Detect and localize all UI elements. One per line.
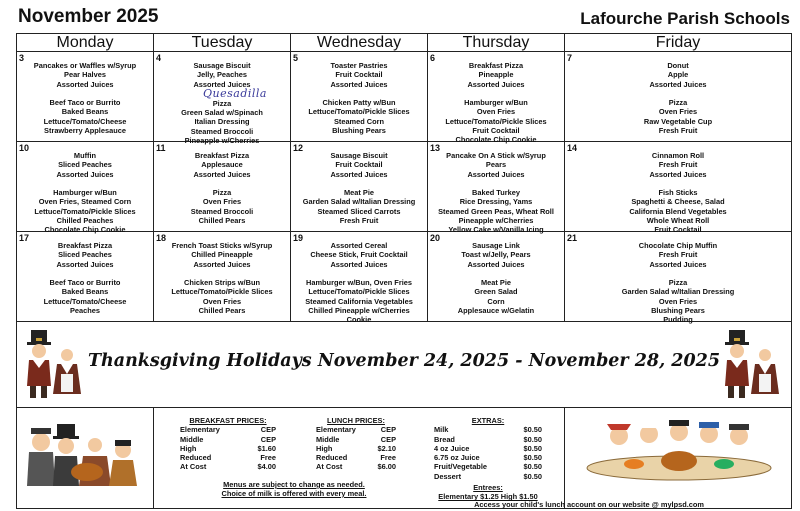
price-value: $2.10 <box>377 443 396 453</box>
menu-item: Breakfast Pizza <box>468 61 524 70</box>
price-label: Elementary <box>316 425 356 435</box>
price-label: Middle <box>316 434 340 444</box>
menu-item: Cinnamon Roll <box>651 151 705 160</box>
extras-title: EXTRAS: <box>471 416 505 425</box>
date-number: 6 <box>430 53 436 63</box>
day-header-monday: Monday <box>17 34 154 52</box>
feast-illustration-cell <box>565 408 792 509</box>
breakfast-prices-title: BREAKFAST PRICES: <box>189 416 267 425</box>
menu-item: Pizza <box>212 98 232 108</box>
menu-item: Steamed Sliced Carrots <box>317 206 401 216</box>
date-number: 17 <box>19 233 30 243</box>
price-label: Reduced <box>180 453 212 463</box>
lunch-price-row <box>316 462 396 471</box>
menu-item: Spaghetti & Cheese, Salad <box>631 197 725 207</box>
extra-price-row <box>434 425 542 434</box>
menu-item: Steamed California Vegetables <box>305 296 413 306</box>
menu-item: Chilled Pears <box>198 216 246 226</box>
entrees-title: Entrees: <box>473 483 503 493</box>
menu-item: Fresh Fruit <box>658 250 698 260</box>
menu-item: Baked Beans <box>61 287 109 297</box>
price-value: $0.50 <box>523 462 542 472</box>
menu-item: Pear Halves <box>64 70 106 80</box>
date-number: 3 <box>19 53 25 63</box>
price-label: Dessert <box>434 471 462 481</box>
menu-spacer <box>17 179 153 188</box>
price-value: Free <box>380 453 396 463</box>
menu-item: Fruit Cocktail <box>472 126 520 136</box>
menu-item: Garden Salad w/Italian Dressing <box>302 197 416 207</box>
date-number: 5 <box>293 53 299 63</box>
account-website-footer: Access your child's lunch account on our website @ mylpsd.com <box>474 500 704 509</box>
date-number: 11 <box>156 143 166 153</box>
menu-item: Cookie <box>346 315 372 325</box>
extra-price-row <box>434 462 542 471</box>
thanksgiving-banner <box>17 322 792 408</box>
day-cell-wednesday <box>291 52 428 142</box>
menu-item: Strawberry Applesauce <box>44 126 126 136</box>
menu-item: Whole Wheat Roll <box>646 216 710 226</box>
date-number: 19 <box>293 233 304 243</box>
menu-spacer <box>17 89 153 98</box>
date-number: 21 <box>567 233 578 243</box>
breakfast-price-row <box>180 435 276 444</box>
menu-item: Assorted Cereal <box>330 241 388 250</box>
menu-item: Assorted Juices <box>330 259 388 269</box>
menu-spacer <box>17 269 153 278</box>
menu-item: Breakfast Pizza <box>57 241 113 250</box>
lunch-prices-title: LUNCH PRICES: <box>327 416 385 425</box>
menu-item: Meat Pie <box>481 278 511 288</box>
menu-item: Assorted Juices <box>330 79 388 89</box>
menu-item: Assorted Juices <box>193 79 251 89</box>
menu-item: Blushing Pears <box>332 126 386 136</box>
lunch-price-row <box>316 435 396 444</box>
menu-item: Oven Fries, Steamed Corn <box>38 197 132 207</box>
menu-item: Oven Fries <box>658 107 698 117</box>
menu-spacer <box>291 89 427 98</box>
menu-item: Steamed Corn <box>333 116 385 126</box>
day-cell-friday <box>565 232 792 325</box>
menu-item: Garden Salad w/Italian Dressing <box>621 287 735 297</box>
menu-item: Apple <box>667 70 689 80</box>
menu-item: Green Salad <box>474 287 518 297</box>
menu-spacer <box>565 269 791 278</box>
price-label: Fruit/Vegetable <box>434 462 487 472</box>
menu-item: Chocolate Chip Cookie <box>455 135 537 145</box>
menu-item: Assorted Juices <box>467 79 525 89</box>
menu-item: Oven Fries <box>658 296 698 306</box>
date-number: 18 <box>156 233 167 243</box>
menu-spacer <box>154 269 290 278</box>
menu-item: Donut <box>667 61 689 70</box>
menu-spacer <box>428 89 564 98</box>
day-cell-friday <box>565 52 792 142</box>
menu-item: Fresh Fruit <box>658 160 698 170</box>
menu-item: Pineapple w/Cherries <box>458 216 534 226</box>
menu-item: Pizza <box>668 98 688 108</box>
menu-item: Oven Fries <box>202 197 242 207</box>
price-value: $0.50 <box>523 443 542 453</box>
menu-change-note: Menus are subject to change as needed. <box>223 480 365 489</box>
menu-item: Chicken Patty w/Bun <box>322 98 396 108</box>
menu-spacer <box>428 179 564 188</box>
breakfast-price-row <box>180 462 276 471</box>
extra-price-row <box>434 453 542 462</box>
menu-item: Lettuce/Tomato/Cheese <box>43 116 127 126</box>
menu-item: Steamed Broccoli <box>190 126 254 136</box>
menu-item: Jelly, Peaches <box>197 70 247 80</box>
day-cell-wednesday <box>291 232 428 325</box>
menu-item: Assorted Juices <box>56 79 114 89</box>
thanksgiving-holiday-text: Thanksgiving Holidays November 24, 2025 - November 28, 2025 <box>87 351 720 371</box>
date-number: 20 <box>430 233 441 243</box>
date-number: 7 <box>567 53 573 63</box>
pilgrim-family-icon <box>23 420 147 490</box>
breakfast-price-row <box>180 453 276 462</box>
menu-item: Baked Turkey <box>472 188 520 198</box>
menu-item: Breakfast Pizza <box>194 151 250 160</box>
week-row <box>17 232 792 322</box>
day-header-friday: Friday <box>565 34 792 52</box>
menu-spacer <box>291 179 427 188</box>
extra-price-row <box>434 472 542 481</box>
price-label: High <box>316 443 333 453</box>
date-number: 4 <box>156 53 162 63</box>
menu-item: Assorted Juices <box>649 259 707 269</box>
menu-item: California Blend Vegetables <box>629 206 727 216</box>
menu-item: Fruit Cocktail <box>335 70 383 80</box>
menu-item: Hamburger w/Bun, Oven Fries <box>306 278 412 288</box>
menu-item: Assorted Juices <box>193 259 251 269</box>
menu-spacer <box>565 179 791 188</box>
thanksgiving-feast-icon <box>579 416 779 490</box>
extra-price-row <box>434 444 542 453</box>
menu-item: Fresh Fruit <box>339 216 379 226</box>
menu-item: Chicken Strips w/Bun <box>184 278 260 288</box>
lunch-price-row <box>316 425 396 434</box>
menu-item: Corn <box>487 296 505 306</box>
day-cell-thursday <box>428 52 565 145</box>
menu-item: Chilled Peaches <box>56 216 114 226</box>
menu-calendar <box>16 33 792 509</box>
day-header-thursday: Thursday <box>428 34 565 52</box>
menu-item: Pizza <box>668 278 688 288</box>
breakfast-prices-table <box>180 416 276 472</box>
price-value: $0.50 <box>523 453 542 463</box>
price-label: Reduced <box>316 453 348 463</box>
price-label: 6.75 oz Juice <box>434 453 480 463</box>
menu-item: Fruit Cocktail <box>335 160 383 170</box>
breakfast-price-row <box>180 425 276 434</box>
price-value: $4.00 <box>257 462 276 472</box>
menu-spacer <box>291 269 427 278</box>
price-value: Free <box>260 453 276 463</box>
menu-item: Beef Taco or Burrito <box>49 278 121 288</box>
day-cell-tuesday <box>154 142 291 232</box>
menu-item: Hamburger w/Bun <box>53 188 117 198</box>
pilgrim-family-illustration-cell <box>17 408 154 509</box>
day-header-tuesday: Tuesday <box>154 34 291 52</box>
menu-item: Raw Vegetable Cup <box>643 116 713 126</box>
day-cell-thursday <box>428 142 565 235</box>
menu-item: Yellow Cake w/Vanilla Icing <box>448 225 544 235</box>
menu-item: Applesauce w/Gelatin <box>457 306 535 316</box>
pilgrim-couple-right-icon <box>723 324 785 404</box>
price-value: $0.50 <box>523 425 542 435</box>
day-cell-monday <box>17 52 154 142</box>
lunch-prices-table <box>316 416 396 472</box>
menu-item: Pears <box>485 160 507 170</box>
menu-item: Chocolate Chip Muffin <box>638 241 718 250</box>
price-value: CEP <box>380 434 396 444</box>
menu-item: Lettuce/Tomato/Pickle Slices <box>308 287 410 297</box>
lunch-price-row <box>316 453 396 462</box>
menu-item: Chilled Pears <box>198 306 246 316</box>
district-name: Lafourche Parish Schools <box>580 9 790 28</box>
menu-item: Italian Dressing <box>194 117 250 127</box>
menu-item: Lettuce/Tomato/Pickle Slices <box>171 287 273 297</box>
price-label: Elementary <box>180 425 220 435</box>
menu-item: Pineapple <box>478 70 514 80</box>
extras-table <box>434 416 542 502</box>
price-value: $0.50 <box>523 434 542 444</box>
menu-item: Lettuce/Tomato/Cheese <box>43 296 127 306</box>
menu-item: Sliced Peaches <box>58 160 112 170</box>
week-row <box>17 52 792 142</box>
menu-item: Steamed Green Peas, Wheat Roll <box>438 206 554 216</box>
menu-item: Peaches <box>70 306 100 316</box>
menu-item: Rice Dressing, Yams <box>459 197 533 207</box>
menu-item: Sausage Link <box>472 241 520 250</box>
menu-item: Assorted Juices <box>467 169 525 179</box>
lunch-price-row <box>316 444 396 453</box>
menu-item: Lettuce/Tomato/Pickle Slices <box>308 107 410 117</box>
price-value: $6.00 <box>377 462 396 472</box>
day-cell-monday <box>17 232 154 322</box>
menu-item: Cheese Stick, Fruit Cocktail <box>310 250 408 260</box>
price-label: At Cost <box>180 462 207 472</box>
menu-item: Assorted Juices <box>193 169 251 179</box>
day-header-wednesday: Wednesday <box>291 34 428 52</box>
menu-item: Green Salad w/Spinach <box>181 108 263 118</box>
milk-choice-note: Choice of milk is offered with every meal. <box>221 489 367 498</box>
prices-cell <box>154 408 565 509</box>
menu-item: Chocolate Chip Cookie <box>44 225 126 235</box>
weekday-header-row <box>17 34 792 52</box>
menu-item: Muffin <box>73 151 97 160</box>
entrees-prices: Elementary $1.25 High $1.50 <box>438 492 538 502</box>
menu-item: Chilled Pineapple w/Cherries <box>308 306 410 316</box>
price-label: High <box>180 443 197 453</box>
week-row <box>17 142 792 232</box>
price-label: At Cost <box>316 462 343 472</box>
menu-item: Oven Fries <box>202 296 242 306</box>
menu-item: Assorted Juices <box>467 259 525 269</box>
price-value: $0.50 <box>523 471 542 481</box>
menu-item: Sliced Peaches <box>58 250 112 260</box>
menu-item: French Toast Sticks w/Syrup <box>171 241 273 250</box>
date-number: 10 <box>19 143 30 153</box>
price-value: CEP <box>380 425 396 435</box>
menu-item: Applesauce <box>201 160 243 170</box>
menu-item: Oven Fries <box>476 107 516 117</box>
handwritten-substitution: Quesadilla <box>203 86 267 100</box>
day-cell-thursday <box>428 232 565 322</box>
menu-item: Assorted Juices <box>330 169 388 179</box>
extra-price-row <box>434 435 542 444</box>
price-label: Middle <box>180 434 204 444</box>
menu-item: Meat Pie <box>344 188 374 198</box>
menu-item: Lettuce/Tomato/Pickle Slices <box>445 116 547 126</box>
menu-item: Pancake On A Stick w/Syrup <box>446 151 546 160</box>
menu-item: Fruit Cocktail <box>654 225 702 235</box>
price-value: CEP <box>260 425 276 435</box>
breakfast-price-row <box>180 444 276 453</box>
menu-item: Assorted Juices <box>56 169 114 179</box>
menu-item: Assorted Juices <box>649 169 707 179</box>
menu-item: Toast w/Jelly, Pears <box>461 250 531 260</box>
menu-spacer <box>154 179 290 188</box>
menu-spacer <box>565 89 791 98</box>
menu-item: Blushing Pears <box>651 306 705 316</box>
menu-item: Chilled Pineapple <box>191 250 253 260</box>
price-label: 4 oz Juice <box>434 443 470 453</box>
menu-item: Assorted Juices <box>56 259 114 269</box>
menu-item: Lettuce/Tomato/Pickle Slices <box>34 206 136 216</box>
menu-item: Baked Beans <box>61 107 109 117</box>
menu-item: Hamburger w/Bun <box>464 98 528 108</box>
menu-item: Fish Sticks <box>658 188 698 198</box>
calendar-month-title: November 2025 <box>18 6 159 27</box>
day-cell-friday <box>565 142 792 235</box>
day-cell-tuesday <box>154 52 291 146</box>
menu-item: Fresh Fruit <box>658 126 698 136</box>
menu-item: Beef Taco or Burrito <box>49 98 121 108</box>
day-cell-monday <box>17 142 154 235</box>
menu-item: Pineapple w/Cherries <box>184 136 260 146</box>
date-number: 14 <box>567 143 578 153</box>
price-label: Milk <box>434 425 449 435</box>
menu-item: Pizza <box>212 188 232 198</box>
menu-item: Sausage Biscuit <box>330 151 388 160</box>
date-number: 12 <box>293 143 304 153</box>
menu-item: Pancakes or Waffles w/Syrup <box>33 61 137 70</box>
day-cell-tuesday <box>154 232 291 322</box>
menu-item: Toaster Pastries <box>330 61 388 70</box>
menu-item: Steamed Broccoli <box>190 206 254 216</box>
day-cell-wednesday <box>291 142 428 232</box>
price-value: CEP <box>260 434 276 444</box>
menu-item: Sausage Biscuit <box>193 61 251 70</box>
menu-item: Assorted Juices <box>649 79 707 89</box>
menu-spacer <box>428 269 564 278</box>
price-value: $1.60 <box>257 443 276 453</box>
price-label: Bread <box>434 434 455 444</box>
menu-item: Pudding <box>663 315 693 325</box>
date-number: 13 <box>430 143 441 153</box>
